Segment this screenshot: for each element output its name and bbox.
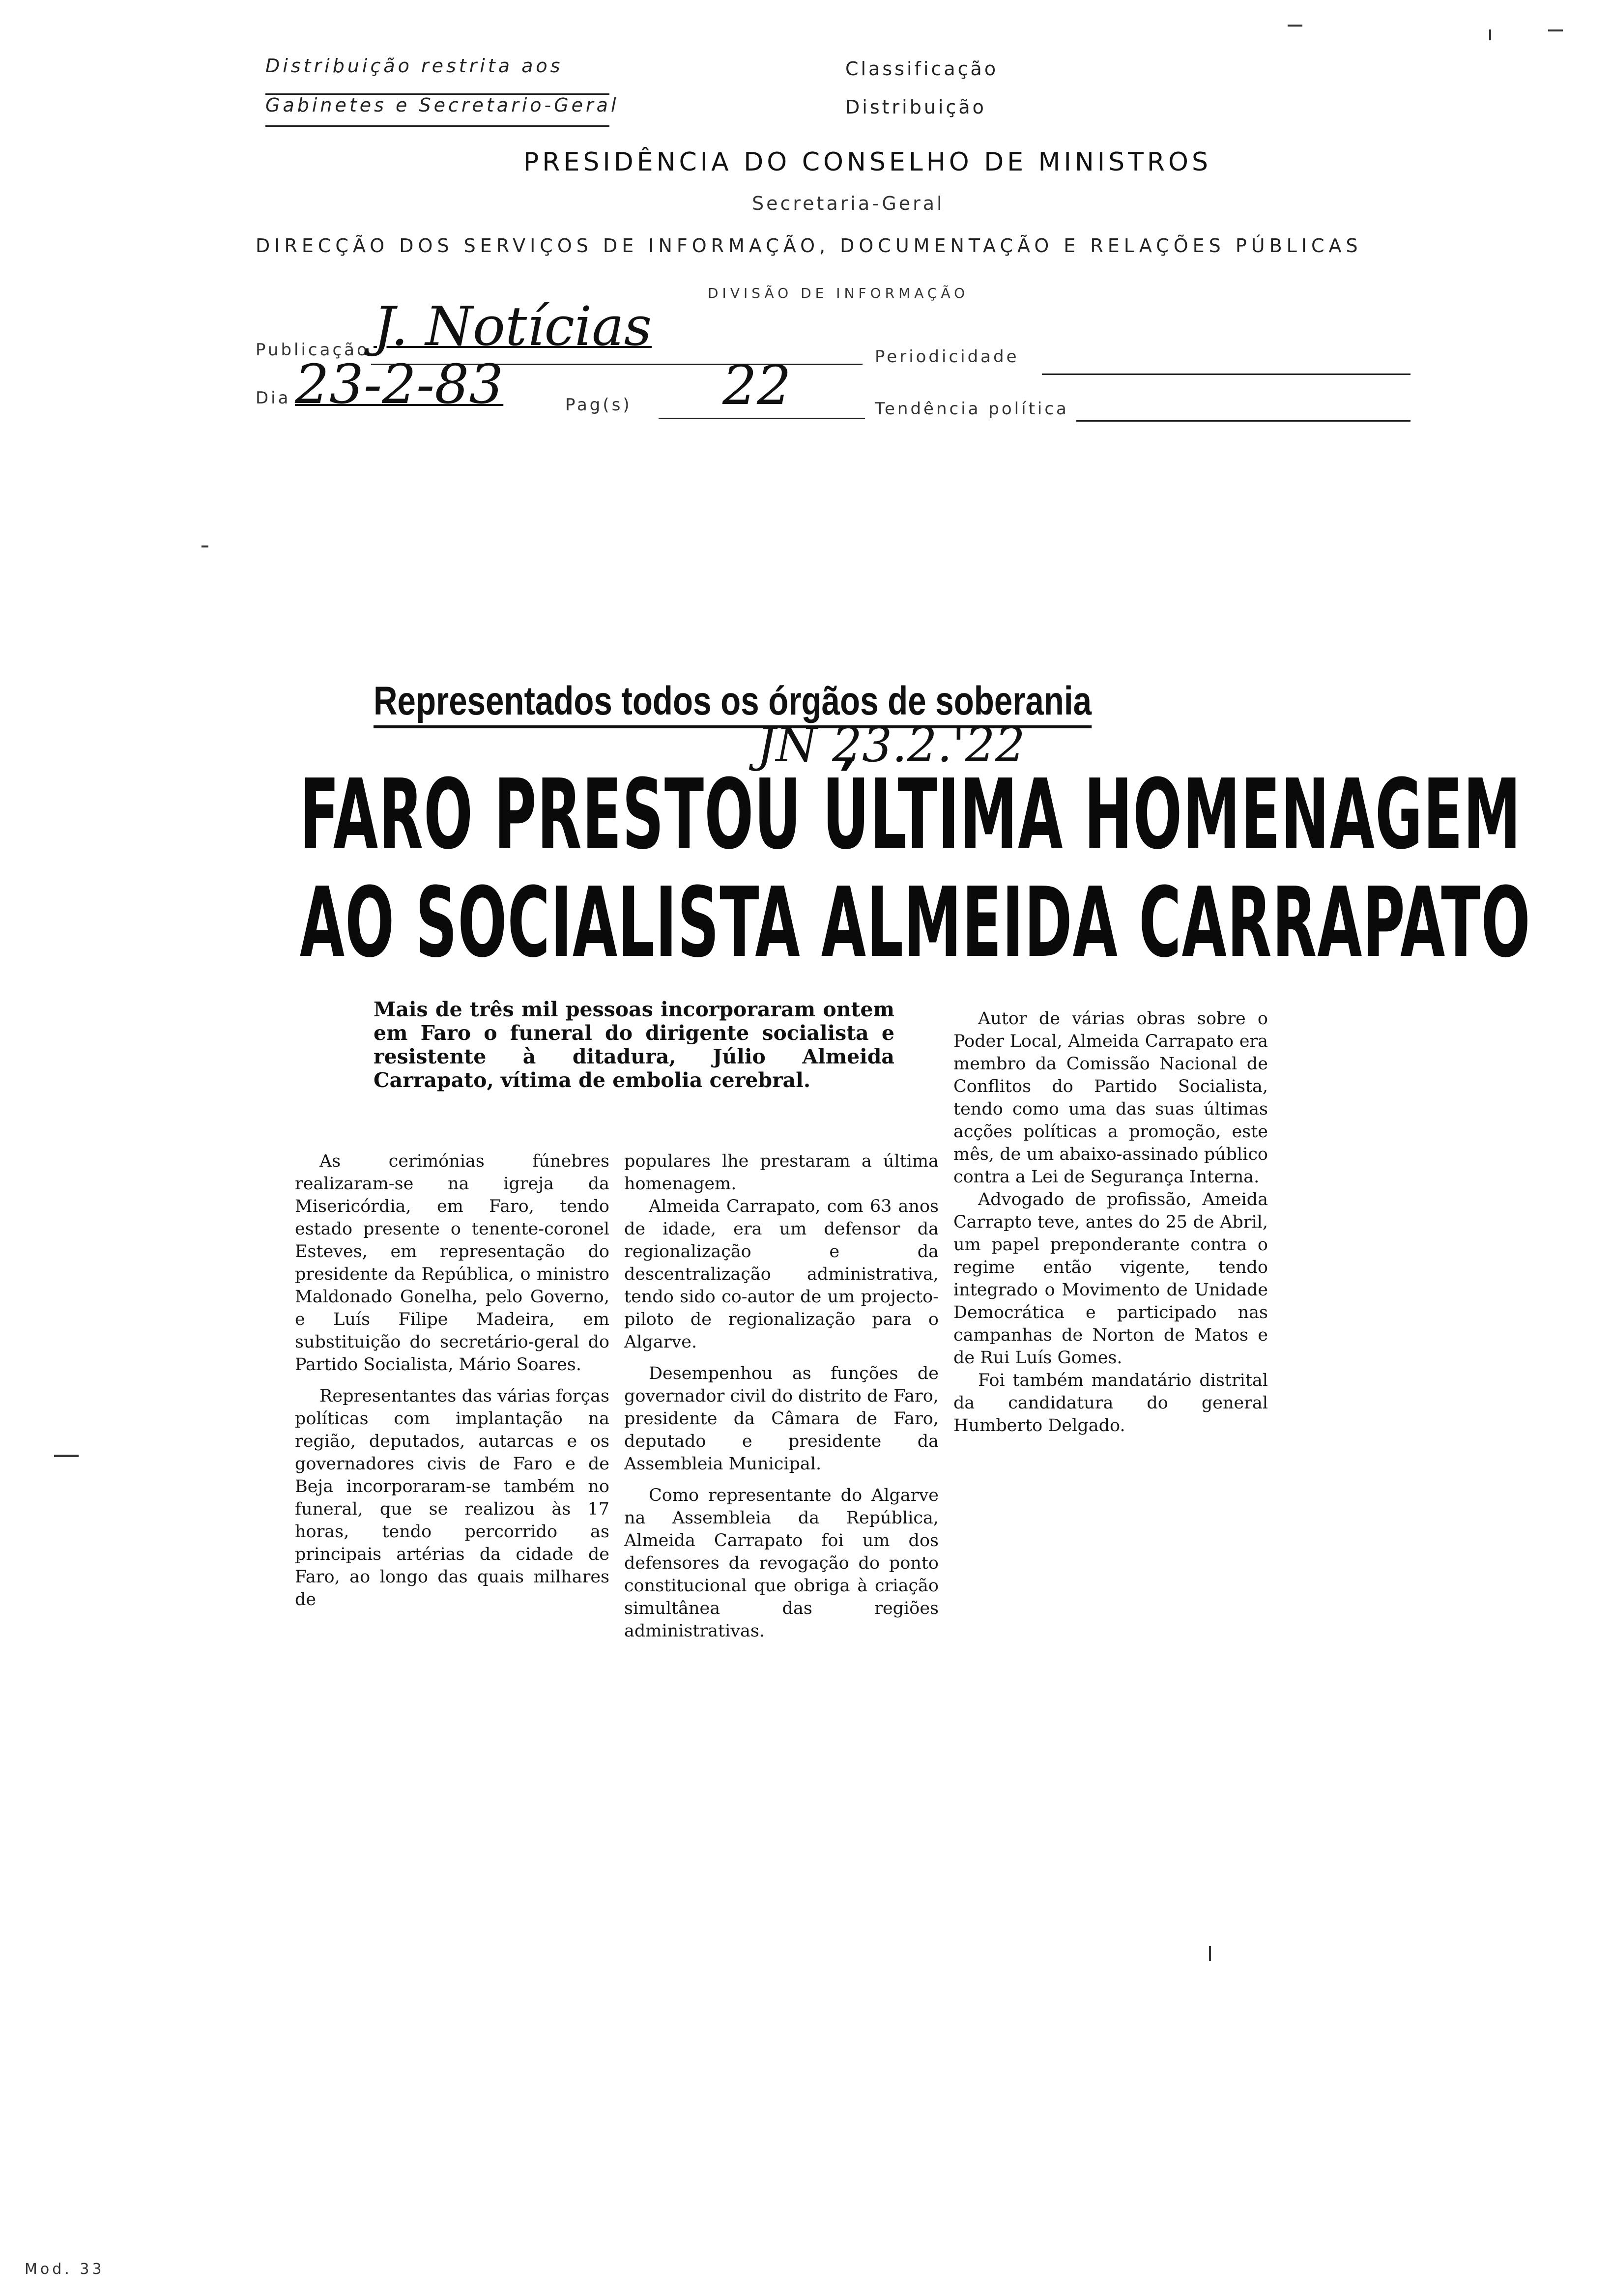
political-tendency-label: Tendência política bbox=[875, 399, 1069, 419]
organization-title: PRESIDÊNCIA DO CONSELHO DE MINISTROS bbox=[523, 147, 1211, 177]
article-column-1 bbox=[295, 1150, 609, 1611]
column-1-paragraph-1: As cerimónias fúnebres realizaram-se na igreja da Misericórdia, em Faro, tendo estado presente o tenente-coronel Esteves, em representação do presidente da República, o ministro Maldonado Gonelha, pelo Governo, e Luís Filipe Madeira, em substituição do secretário-geral do Partido Socialista, Mário Soares. bbox=[295, 1151, 609, 1375]
handwritten-annotation: JN 23.2.'22 bbox=[757, 718, 1025, 773]
classification-label: Classificação bbox=[845, 58, 999, 80]
scan-mark bbox=[54, 1455, 79, 1457]
day-label: Dia bbox=[256, 388, 291, 408]
article-column-2 bbox=[624, 1150, 939, 1642]
column-1-paragraph-2: Representantes das várias forças políticas com implantação na região, deputados, autarcas e os governadores civis de Faro e de Beja incorporaram-se também no funeral, que se realizou às 17 horas, tendo percorrido as principais artérias da cidade de Faro, ao longo das quais milhares de bbox=[295, 1386, 609, 1609]
article-column-3 bbox=[953, 1007, 1268, 1437]
form-code: Mod. 33 bbox=[25, 2261, 105, 2278]
pages-value: 22 bbox=[722, 354, 791, 417]
pages-underline bbox=[659, 418, 865, 419]
publication-value: J. Notícias bbox=[374, 295, 652, 358]
restriction-line-2: Gabinetes e Secretario-Geral bbox=[265, 94, 619, 116]
headline-line-2: AO SOCIALISTA ALMEIDA CARRAPATO bbox=[300, 867, 1531, 979]
periodicity-label: Periodicidade bbox=[875, 347, 1019, 367]
secretariat-label: Secretaria-Geral bbox=[752, 193, 945, 214]
restriction-underline-2 bbox=[265, 125, 609, 127]
column-3-paragraph-2: Advogado de profissão, Ameida Carrapto teve, antes do 25 de Abril, um papel preponderante contra o regime então vigente, tendo integrado o Movimento de Unidade Democrática e participado nas campanhas de Norton de Matos e de Rui Luís Gomes. bbox=[953, 1190, 1268, 1368]
column-2-paragraph-1: populares lhe prestaram a última homenagem. bbox=[624, 1151, 939, 1194]
column-2-paragraph-2: Almeida Carrapato, com 63 anos de idade, era um defensor da regionalização e da descentralização administrativa, tendo sido co-autor de um projecto-piloto de regionalização para o Algarve. bbox=[624, 1197, 939, 1352]
scan-mark bbox=[1288, 25, 1302, 27]
column-3-paragraph-1: Autor de várias obras sobre o Poder Local, Almeida Carrapato era membro da Comissão Nacional de Conflitos do Partido Socialista, tendo como uma das suas últimas acções políticas a promoção, este mês, de um abaixo-assinado público contra a Lei de Segurança Interna. bbox=[953, 1009, 1268, 1187]
scan-mark bbox=[202, 545, 208, 547]
division-label: DIVISÃO DE INFORMAÇÃO bbox=[708, 285, 969, 301]
scan-mark bbox=[1489, 29, 1491, 40]
column-2-paragraph-3: Desempenhou as funções de governador civil do distrito de Faro, presidente da Câmara de Faro, deputado e presidente da Assembleia Municipal. bbox=[624, 1364, 939, 1474]
periodicity-underline bbox=[1042, 373, 1410, 375]
scan-mark bbox=[1548, 29, 1563, 31]
headline-line-1: FARO PRESTOU ÚLTIMA HOMENAGEM bbox=[300, 759, 1522, 871]
article-lead: Mais de três mil pessoas incorporaram ontem em Faro o funeral do dirigente socialista e resistente à ditadura, Júlio Almeida Carrapato, vítima de embolia cerebral. bbox=[374, 998, 894, 1092]
directorate-label: DIRECÇÃO DOS SERVIÇOS DE INFORMAÇÃO, DOCUMENTAÇÃO E RELAÇÕES PÚBLICAS bbox=[256, 235, 1362, 257]
political-tendency-underline bbox=[1076, 420, 1410, 422]
scan-mark bbox=[1209, 1946, 1211, 1961]
pages-label: Pag(s) bbox=[565, 395, 632, 415]
day-value: 23-2-83 bbox=[295, 353, 504, 416]
column-2-paragraph-4: Como representante do Algarve na Assembleia da República, Almeida Carrapato foi um dos defensores da revogação do ponto constitucional que obriga à criação simultânea das regiões administrativas. bbox=[624, 1486, 939, 1641]
column-3-paragraph-3: Foi também mandatário distrital da candidatura do general Humberto Delgado. bbox=[953, 1371, 1268, 1435]
restriction-line-1: Distribuição restrita aos bbox=[265, 55, 563, 77]
distribution-label: Distribuição bbox=[845, 96, 986, 118]
article-subtitle: Representados todos os órgãos de soberania bbox=[374, 678, 1092, 728]
publication-label: Publicação bbox=[256, 340, 370, 360]
